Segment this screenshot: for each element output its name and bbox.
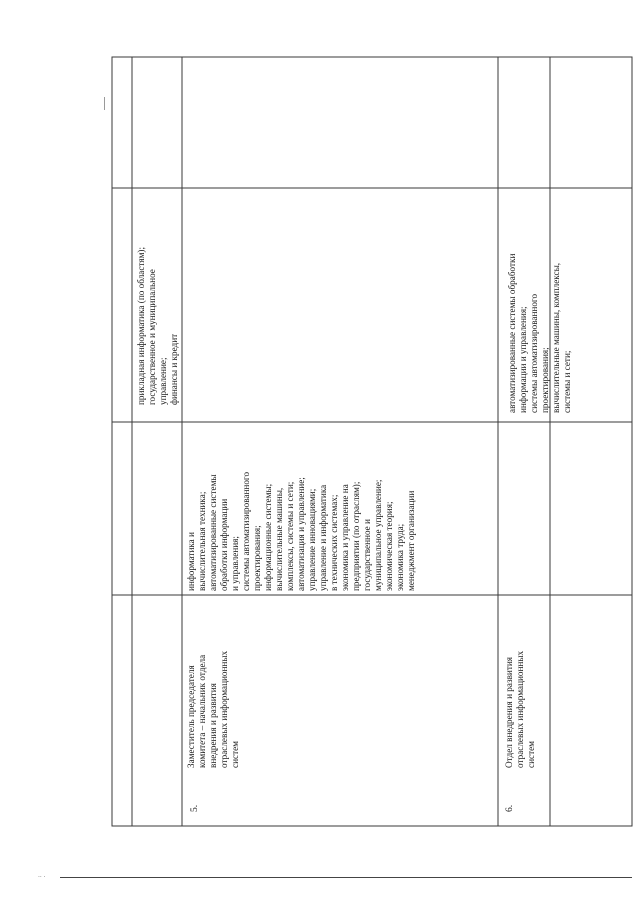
text-line: предприятии (по отраслям); bbox=[351, 481, 361, 591]
top-row-specialties bbox=[136, 247, 180, 405]
row-number: 6. bbox=[505, 804, 515, 812]
text-line: вычислительные машины, комплексы, bbox=[551, 262, 561, 413]
row6-position-title bbox=[504, 651, 537, 768]
text-line: управление и информатика bbox=[318, 484, 328, 591]
margin-tick bbox=[104, 97, 105, 110]
text-line: муниципальное управление; bbox=[373, 479, 383, 591]
text-line: комитета – начальник отдела bbox=[197, 654, 207, 768]
text-line: и управления; bbox=[230, 536, 240, 591]
text-line: системы автоматизированного bbox=[529, 293, 539, 413]
text-line: Заместитель председателя bbox=[186, 665, 196, 768]
text-line: экономика труда; bbox=[395, 523, 405, 591]
text-line: отраслевых информационных bbox=[219, 650, 229, 768]
text-line: Отдел внедрения и развития bbox=[504, 656, 514, 768]
text-line: отраслевых информационных bbox=[515, 650, 525, 768]
text-line: государственное и муниципальное bbox=[147, 269, 157, 405]
text-line: комплексы, системы и сети; bbox=[285, 481, 295, 591]
text-line: экономическая теория; bbox=[384, 501, 394, 591]
text-line: менеджмент организации bbox=[406, 490, 416, 591]
text-line: управление; bbox=[158, 357, 168, 405]
text-line: государственное и bbox=[362, 519, 372, 591]
bottom-rule bbox=[60, 877, 632, 878]
text-line: автоматизация и управление; bbox=[296, 477, 306, 591]
edge-marks: ·· · bbox=[38, 874, 46, 881]
row5-specialties bbox=[186, 472, 417, 591]
text-line: проектирования; bbox=[252, 525, 262, 591]
text-line: информационные системы; bbox=[263, 483, 273, 591]
text-line: внедрения и развития bbox=[208, 683, 218, 768]
text-line: экономика и управление на bbox=[340, 484, 350, 591]
text-line: систем bbox=[526, 741, 536, 768]
text-line: проектирования; bbox=[540, 347, 550, 413]
text-line: вычислительные машины, bbox=[274, 487, 284, 591]
text-line: финансы и кредит bbox=[169, 333, 179, 405]
text-line: прикладная информатика (по областям); bbox=[136, 247, 146, 405]
text-line: обработки информации bbox=[219, 498, 229, 591]
text-line: систем bbox=[230, 741, 240, 768]
row5-position-title bbox=[186, 651, 241, 768]
text-line: в технических системах; bbox=[329, 494, 339, 591]
text-line: системы автоматизированного bbox=[241, 471, 251, 591]
text-line: вычислительная техника; bbox=[197, 491, 207, 591]
row-number: 5. bbox=[190, 804, 200, 812]
text-line: управление инновациями; bbox=[307, 488, 317, 591]
text-line: информатика и bbox=[186, 532, 196, 591]
text-line: автоматизированные системы обработки bbox=[507, 253, 517, 413]
text-line: информации и управления; bbox=[518, 306, 528, 413]
text-line: автоматизированные системы bbox=[208, 474, 218, 591]
row6-specialties bbox=[507, 254, 573, 413]
text-line: системы и сети; bbox=[562, 350, 572, 413]
